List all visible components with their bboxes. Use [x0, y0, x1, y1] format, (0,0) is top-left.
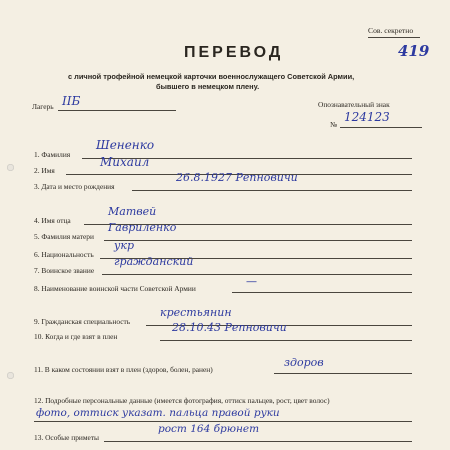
field-label-10: 10. Когда и где взят в плен — [34, 332, 118, 341]
field-value-3: 26.8.1927 Репновичи — [176, 171, 298, 184]
field-value-2: Михаил — [100, 155, 150, 169]
field-value-12: фото, оттиск указат. пальца правой руки — [36, 407, 280, 419]
field-value-7: гражданский — [114, 255, 194, 268]
field-label-12: 12. Подробные персональные данные (имеется фотография, оттиск пальцев, рост, цвет волос) — [34, 396, 330, 405]
field-value-11: здоров — [284, 356, 324, 369]
field-label-11: 11. В каком состоянии взят в плен (здоров, болен, ранен) — [34, 365, 213, 374]
field-value-1: Шененко — [96, 138, 155, 152]
punch-hole-bottom — [7, 372, 14, 379]
field-value-6: укр — [114, 239, 134, 252]
id-tag-value: 124123 — [344, 110, 390, 124]
classification-stamp: Сов. секретно — [368, 26, 414, 35]
subtitle-line2: бывшего в немецком плену. — [156, 82, 260, 91]
field-label-2: 2. Имя — [34, 166, 55, 175]
field-label-9: 9. Гражданская специальность — [34, 317, 131, 326]
field-value-9: крестьянин — [160, 306, 232, 319]
field-label-8: 8. Наименование воинской части Советской Армии — [34, 284, 196, 293]
field-value-5: Гавриленко — [108, 221, 177, 234]
field-label-5: 5. Фамилия матери — [34, 232, 94, 241]
id-tag-label: Опознавательный знак — [318, 100, 390, 109]
punch-hole-top — [7, 164, 14, 171]
serial-number: 419 — [398, 42, 430, 60]
field-value-8: — — [246, 275, 257, 288]
field-value-13: рост 164 брюнет — [158, 423, 260, 435]
field-label-1: 1. Фамилия — [34, 150, 71, 159]
id-tag-prefix: № — [330, 120, 338, 129]
subtitle-line1: с личной трофейной немецкой карточки военнослужащего Советской Армии, — [68, 72, 355, 81]
field-value-10: 28.10.43 Репновичи — [172, 321, 287, 334]
camp-label: Лагерь — [32, 102, 54, 111]
field-label-4: 4. Имя отца — [34, 216, 71, 225]
field-value-4: Матвей — [108, 205, 157, 218]
field-label-6: 6. Национальность — [34, 250, 94, 259]
field-label-7: 7. Воинское звание — [34, 266, 95, 275]
camp-value: IIБ — [62, 94, 81, 108]
field-label-13: 13. Особые приметы — [34, 433, 100, 442]
field-label-3: 3. Дата и место рождения — [34, 182, 115, 191]
page-title: ПЕРЕВОД — [184, 44, 284, 61]
